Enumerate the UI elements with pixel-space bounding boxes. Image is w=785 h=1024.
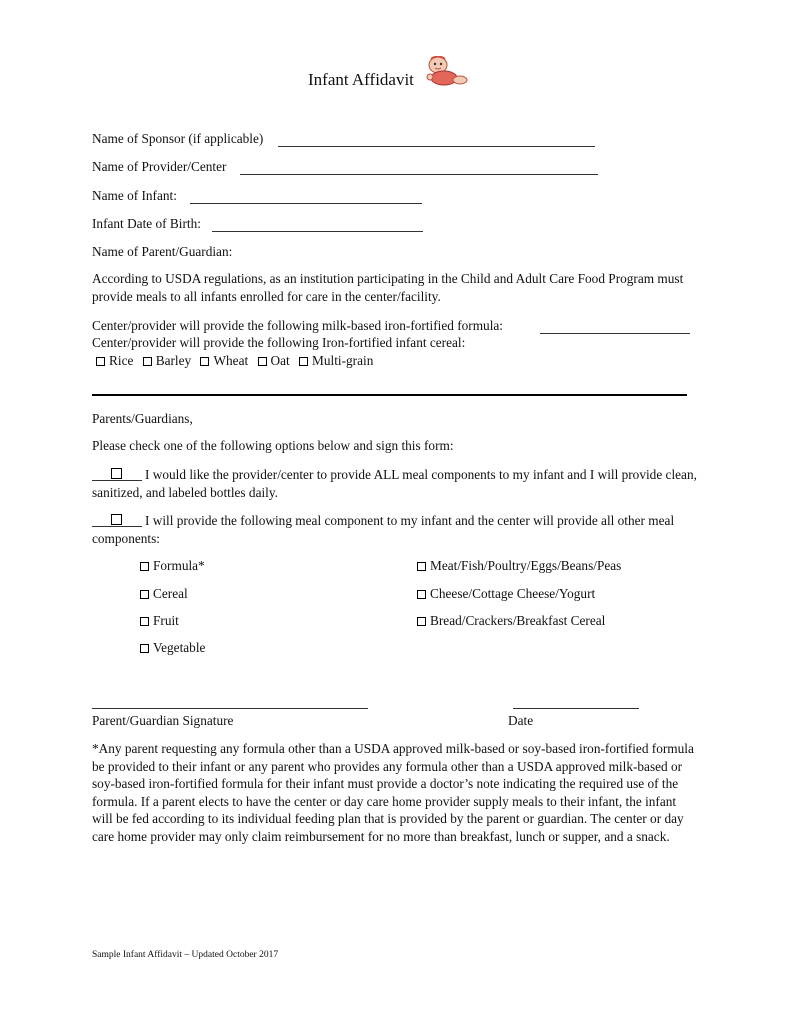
provider-field[interactable] <box>240 174 598 175</box>
cereal-label: Center/provider will provide the following Iron-fortified infant cereal: <box>92 335 466 350</box>
section-divider <box>92 394 687 396</box>
signature-field[interactable] <box>92 708 368 709</box>
cereal-option-oat[interactable]: Oat <box>258 353 290 368</box>
option1-text: I would like the provider/center to provide ALL meal components to my infant and I will provide clean, sanitized, and labeled bottles daily. <box>92 467 697 500</box>
checkbox-icon[interactable] <box>299 357 308 366</box>
page-footer: Sample Infant Affidavit – Updated October 2017 <box>92 950 279 960</box>
checkbox-icon[interactable] <box>140 590 149 599</box>
page-title: Infant Affidavit <box>308 70 414 89</box>
checkbox-icon[interactable] <box>258 357 267 366</box>
component-bread[interactable]: Bread/Crackers/Breakfast Cereal <box>417 612 605 630</box>
cereal-option-wheat[interactable]: Wheat <box>200 353 248 368</box>
option2-text: I will provide the following meal component to my infant and the center will provide all other meal components: <box>92 513 675 546</box>
cereal-option-barley[interactable]: Barley <box>143 353 191 368</box>
checkbox-icon[interactable] <box>417 590 426 599</box>
dob-label: Infant Date of Birth: <box>92 216 201 231</box>
dob-field[interactable] <box>212 231 423 232</box>
salutation: Parents/Guardians, <box>92 411 193 426</box>
sponsor-field[interactable] <box>278 146 595 147</box>
formula-field[interactable] <box>540 333 690 334</box>
infant-field[interactable] <box>190 203 422 204</box>
sponsor-label: Name of Sponsor (if applicable) <box>92 131 264 146</box>
provider-label: Name of Provider/Center <box>92 159 227 174</box>
checkbox-icon[interactable] <box>140 562 149 571</box>
date-label: Date <box>508 713 534 728</box>
checkbox-icon[interactable] <box>143 357 152 366</box>
checkbox-icon[interactable] <box>140 644 149 653</box>
cereal-options <box>96 352 379 370</box>
component-formula[interactable]: Formula* <box>140 557 205 575</box>
checkbox-icon[interactable] <box>96 357 105 366</box>
formula-label: Center/provider will provide the following milk-based iron-fortified formula: <box>92 318 503 333</box>
date-field[interactable] <box>513 708 639 709</box>
footnote: *Any parent requesting any formula other than a USDA approved milk-based or soy-based iron-fortified formula be provided to their infant or any parent who provides any formula other than a USDA approved milk-based or soy-based iron-fortified formula for their infant must provide a doctor’s note indicating the required use of the formula. If a parent elects to have the center or day care home provider supply meals to their infant, the infant will be fed according to its individual feeding plan that is provided by the parent or guardian. The center or day care home provider may only claim reimbursement for no more than breakfast, lunch or supper, and a snack. <box>92 741 694 844</box>
checkbox-icon[interactable] <box>417 562 426 571</box>
component-vegetable[interactable]: Vegetable <box>140 639 205 657</box>
baby-illustration <box>422 56 472 88</box>
parent-label: Name of Parent/Guardian: <box>92 244 233 259</box>
signature-label: Parent/Guardian Signature <box>92 713 234 728</box>
instruction: Please check one of the following options below and sign this form: <box>92 438 454 453</box>
checkbox-icon[interactable] <box>417 617 426 626</box>
infant-label: Name of Infant: <box>92 188 177 203</box>
component-cheese[interactable]: Cheese/Cottage Cheese/Yogurt <box>417 585 595 603</box>
component-fruit[interactable]: Fruit <box>140 612 179 630</box>
component-cereal[interactable]: Cereal <box>140 585 188 603</box>
intro-paragraph: According to USDA regulations, as an institution participating in the Child and Adult Care Food Program must provide meals to all infants enrolled for care in the center/facility. <box>92 271 684 304</box>
checkbox-icon[interactable] <box>200 357 209 366</box>
component-meat[interactable]: Meat/Fish/Poultry/Eggs/Beans/Peas <box>417 557 621 575</box>
cereal-option-rice[interactable]: Rice <box>96 353 133 368</box>
checkbox-icon[interactable] <box>140 617 149 626</box>
cereal-option-multigrain[interactable]: Multi-grain <box>299 353 373 368</box>
